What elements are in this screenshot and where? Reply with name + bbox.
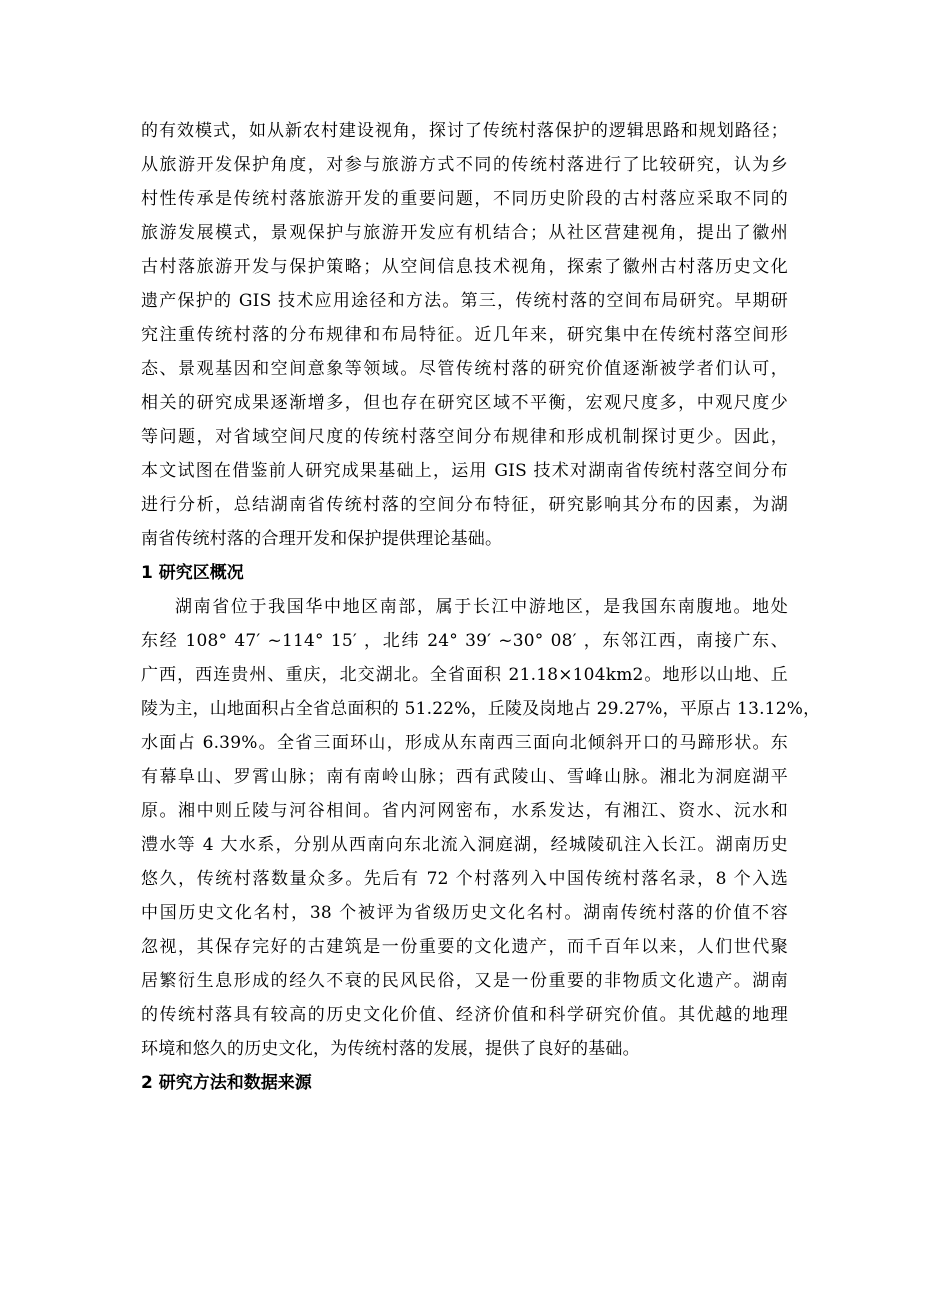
paragraph-line: 南省传统村落的合理开发和保护提供理论基础。 xyxy=(141,529,503,549)
paragraph-line: 环境和悠久的历史文化，为传统村落的发展，提供了良好的基础。 xyxy=(141,1039,640,1059)
paragraph-line: 古村落旅游开发与保护策略；从空间信息技术视角，探索了徽州古村落历史文化 xyxy=(141,257,788,277)
paragraph-line: 悠久，传统村落数量众多。先后有 72 个村落列入中国传统村落名录，8 个入选 xyxy=(141,869,788,889)
paragraph-line: 进行分析，总结湖南省传统村落的空间分布特征，研究影响其分布的因素，为湖 xyxy=(141,495,788,515)
paragraph-line: 的传统村落具有较高的历史文化价值、经济价值和科学研究价值。其优越的地理 xyxy=(141,1005,788,1025)
paragraph-line: 等问题，对省域空间尺度的传统村落空间分布规律和形成机制探讨更少。因此， xyxy=(141,427,788,447)
paragraph-line: 相关的研究成果逐渐增多，但也存在研究区域不平衡，宏观尺度多，中观尺度少 xyxy=(141,393,788,413)
paragraph-line: 忽视，其保存完好的古建筑是一份重要的文化遗产，而千百年以来，人们世代聚 xyxy=(141,937,788,957)
paragraph-line: 澧水等 4 大水系，分别从西南向东北流入洞庭湖，经城陵矶注入长江。湖南历史 xyxy=(141,835,788,855)
paragraph-line: 态、景观基因和空间意象等领域。尽管传统村落的研究价值逐渐被学者们认可， xyxy=(141,359,788,379)
paragraph-line: 从旅游开发保护角度，对参与旅游方式不同的传统村落进行了比较研究，认为乡 xyxy=(141,155,788,175)
paragraph-line: 东经 108° 47′ ~114° 15′ ，北纬 24° 39′ ~30° 08′ ，东邻江西，南接广东、 xyxy=(141,631,788,651)
paragraph-line: 本文试图在借鉴前人研究成果基础上，运用 GIS 技术对湖南省传统村落空间分布 xyxy=(141,461,788,481)
section-heading: 2 研究方法和数据来源 xyxy=(141,1073,312,1093)
paragraph-line: 旅游发展模式，景观保护与旅游开发应有机结合；从社区营建视角，提出了徽州 xyxy=(141,223,788,243)
paragraph-line: 有幕阜山、罗霄山脉；南有南岭山脉；西有武陵山、雪峰山脉。湘北为洞庭湖平 xyxy=(141,767,788,787)
paragraph-line: 村性传承是传统村落旅游开发的重要问题，不同历史阶段的古村落应采取不同的 xyxy=(141,189,788,209)
document-page xyxy=(141,114,821,1100)
paragraph-line: 居繁衍生息形成的经久不衰的民风民俗，又是一份重要的非物质文化遗产。湖南 xyxy=(141,971,788,991)
paragraph-line: 湖南省位于我国华中地区南部，属于长江中游地区，是我国东南腹地。地处 xyxy=(175,597,788,617)
paragraph-line: 遗产保护的 GIS 技术应用途径和方法。第三，传统村落的空间布局研究。早期研 xyxy=(141,291,788,311)
paragraph-line: 究注重传统村落的分布规律和布局特征。近几年来，研究集中在传统村落空间形 xyxy=(141,325,788,345)
intro-paragraph xyxy=(141,114,788,556)
paragraph-line: 水面占 6.39%。全省三面环山，形成从东南西三面向北倾斜开口的马蹄形状。东 xyxy=(141,733,788,753)
paragraph-line: 陵为主，山地面积占全省总面积的 51.22%，丘陵及岗地占 29.27%，平原占 13.12%， xyxy=(141,699,821,719)
paragraph-line: 的有效模式，如从新农村建设视角，探讨了传统村落保护的逻辑思路和规划路径； xyxy=(141,121,788,141)
section1-paragraph xyxy=(141,590,821,1066)
paragraph-line: 原。湘中则丘陵与河谷相间。省内河网密布，水系发达，有湘江、资水、沅水和 xyxy=(141,801,788,821)
paragraph-line: 广西，西连贵州、重庆，北交湖北。全省面积 21.18×104km2。地形以山地、丘 xyxy=(141,665,788,685)
paragraph-line: 中国历史文化名村，38 个被评为省级历史文化名村。湖南传统村落的价值不容 xyxy=(141,903,788,923)
section-heading: 1 研究区概况 xyxy=(141,563,244,583)
